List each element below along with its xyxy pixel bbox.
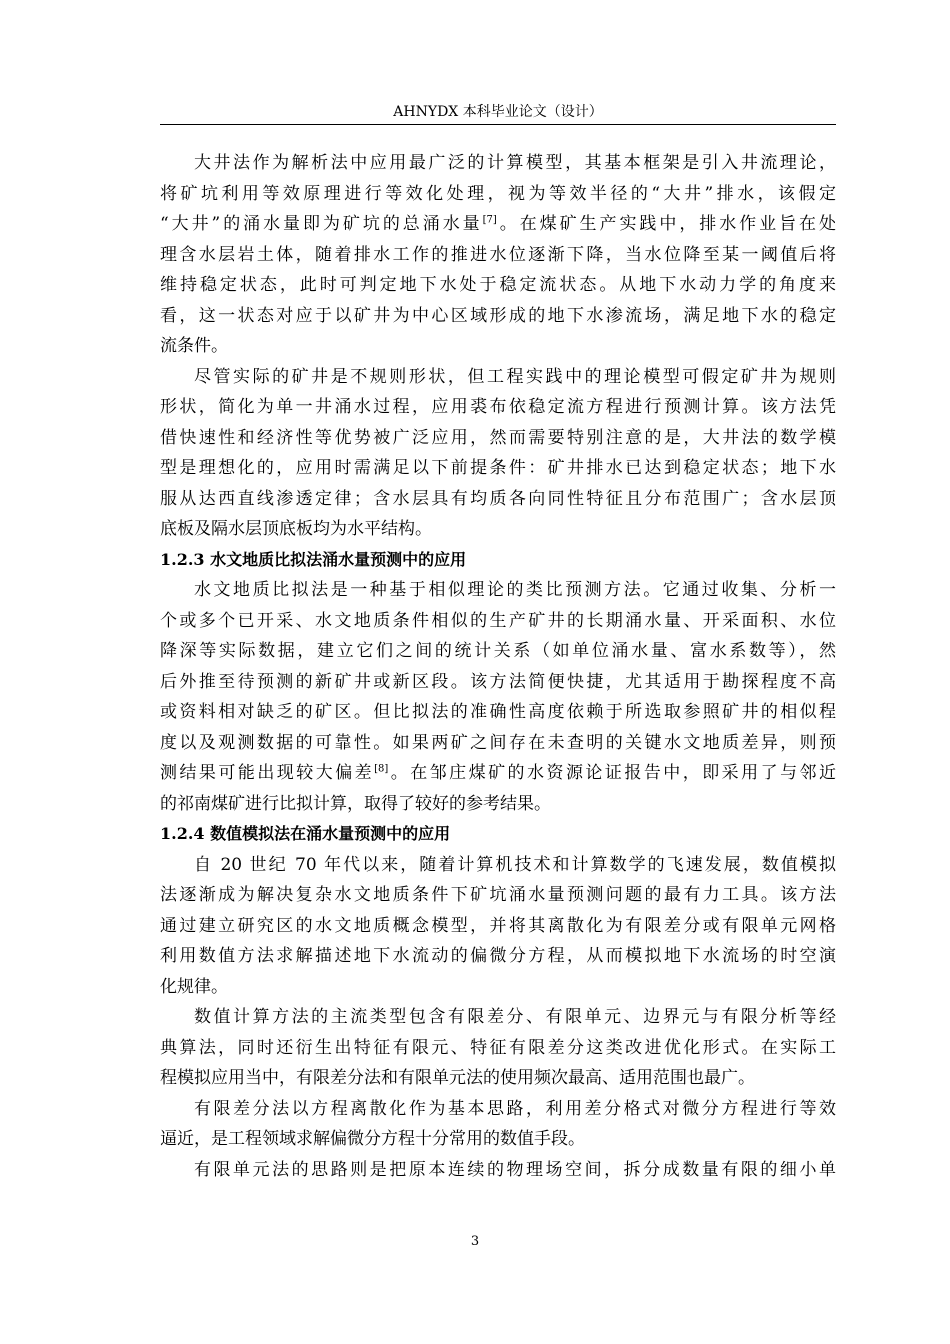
paragraph-line: 流条件。	[160, 336, 228, 356]
paragraph-line: 将矿坑利用等效原理进行等效化处理，视为等效半径的“大井”排水，该假定	[160, 183, 836, 204]
paragraph-line: 服从达西直线渗透定律；含水层具有均质各向同性特征且分布范围广；含水层顶	[160, 488, 836, 509]
paragraph-line: 数值计算方法的主流类型包含有限差分、有限单元、边界元与有限分析等经	[194, 1007, 836, 1027]
paragraph-line: 自 20 世纪 70 年代以来，随着计算机技术和计算数学的飞速发展，数值模拟	[194, 854, 836, 875]
paragraph-line: 法逐渐成为解决复杂水文地质条件下矿坑涌水量预测问题的最有力工具。该方法	[160, 885, 836, 905]
paragraph-line: 利用数值方法求解描述地下水流动的偏微分方程，从而模拟地下水流场的时空演	[160, 946, 836, 966]
paragraph-line: 典算法，同时还衍生出特征有限元、特征有限差分这类改进优化形式。在实际工	[160, 1037, 836, 1058]
paragraph-line: 维持稳定状态，此时可判定地下水处于稳定流状态。从地下水动力学的角度来	[160, 275, 836, 295]
paragraph-line: 理含水层岩土体，随着排水工作的推进水位逐渐下降，当水位降至某一阈值后将	[160, 244, 836, 265]
body-text	[160, 148, 836, 1185]
section-heading-1-2-4: 1.2.4 数值模拟法在涌水量预测中的应用	[160, 824, 451, 843]
line-text: 测结果可能出现较大偏差	[160, 763, 375, 783]
header-rule	[160, 124, 836, 125]
paragraph-line	[160, 209, 836, 240]
paragraph-line: 尽管实际的矿井是不规则形状，但工程实践中的理论模型可假定矿井为规则	[194, 366, 836, 387]
paragraph-line: 化规律。	[160, 976, 228, 997]
paragraph-line: 通过建立研究区的水文地质概念模型，并将其离散化为有限差分或有限单元网格	[160, 915, 836, 936]
section-heading-1-2-3: 1.2.3 水文地质比拟法涌水量预测中的应用	[160, 549, 467, 569]
page-number: 3	[470, 1234, 480, 1249]
citation-ref: [7]	[482, 214, 497, 226]
paragraph-line: 水文地质比拟法是一种基于相似理论的类比预测方法。它通过收集、分析一	[194, 580, 836, 600]
paragraph-line: 个或多个已开采、水文地质条件相似的生产矿井的长期涌水量、开采面积、水位	[160, 610, 836, 631]
paragraph-line: 的祁南煤矿进行比拟计算，取得了较好的参考结果。	[160, 793, 551, 814]
paragraph-line: 后外推至待预测的新矿井或新区段。该方法简便快捷，尤其适用于勘探程度不高	[160, 671, 836, 692]
paragraph-line: 型是理想化的，应用时需满足以下前提条件：矿井排水已达到稳定状态；地下水	[160, 458, 836, 478]
citation-ref: [8]	[374, 763, 389, 775]
line-text: “大井”的涌水量即为矿坑的总涌水量	[160, 214, 483, 234]
paragraph-line: 度以及观测数据的可靠性。如果两矿之间存在未查明的关键水文地质差异，则预	[160, 732, 836, 753]
paragraph-line: 逼近，是工程领域求解偏微分方程十分常用的数值手段。	[160, 1129, 585, 1149]
paragraph-line: 或资料相对缺乏的矿区。但比拟法的准确性高度依赖于所选取参照矿井的相似程	[160, 702, 836, 722]
paragraph-line: 降深等实际数据，建立它们之间的统计关系（如单位涌水量、富水系数等），然	[160, 641, 836, 661]
paragraph-line: 程模拟应用当中，有限差分法和有限单元法的使用频次最高、适用范围也最广。	[160, 1068, 755, 1088]
paragraph-line	[160, 758, 836, 789]
paragraph-line: 大井法作为解析法中应用最广泛的计算模型，其基本框架是引入井流理论，	[194, 153, 836, 173]
line-text: 。在煤矿生产实践中，排水作业旨在处	[496, 214, 836, 234]
paragraph-line: 有限差分法以方程离散化作为基本思路，利用差分格式对微分方程进行等效	[194, 1098, 836, 1119]
paragraph-line: 底板及隔水层顶底板均为水平结构。	[160, 519, 432, 539]
paragraph-line: 形状，简化为单一井涌水过程，应用裘布依稳定流方程进行预测计算。该方法凭	[160, 397, 836, 417]
paragraph-line: 借快速性和经济性等优势被广泛应用，然而需要特别注意的是，大井法的数学模	[160, 427, 836, 448]
paragraph-line: 有限单元法的思路则是把原本连续的物理场空间，拆分成数量有限的细小单	[194, 1159, 836, 1180]
line-text: 。在邹庄煤矿的水资源论证报告中，即采用了与邻近	[388, 763, 836, 783]
paragraph-line: 看，这一状态对应于以矿井为中心区域形成的地下水渗流场，满足地下水的稳定	[160, 305, 836, 326]
running-header: AHNYDX 本科毕业论文（设计）	[393, 104, 603, 120]
